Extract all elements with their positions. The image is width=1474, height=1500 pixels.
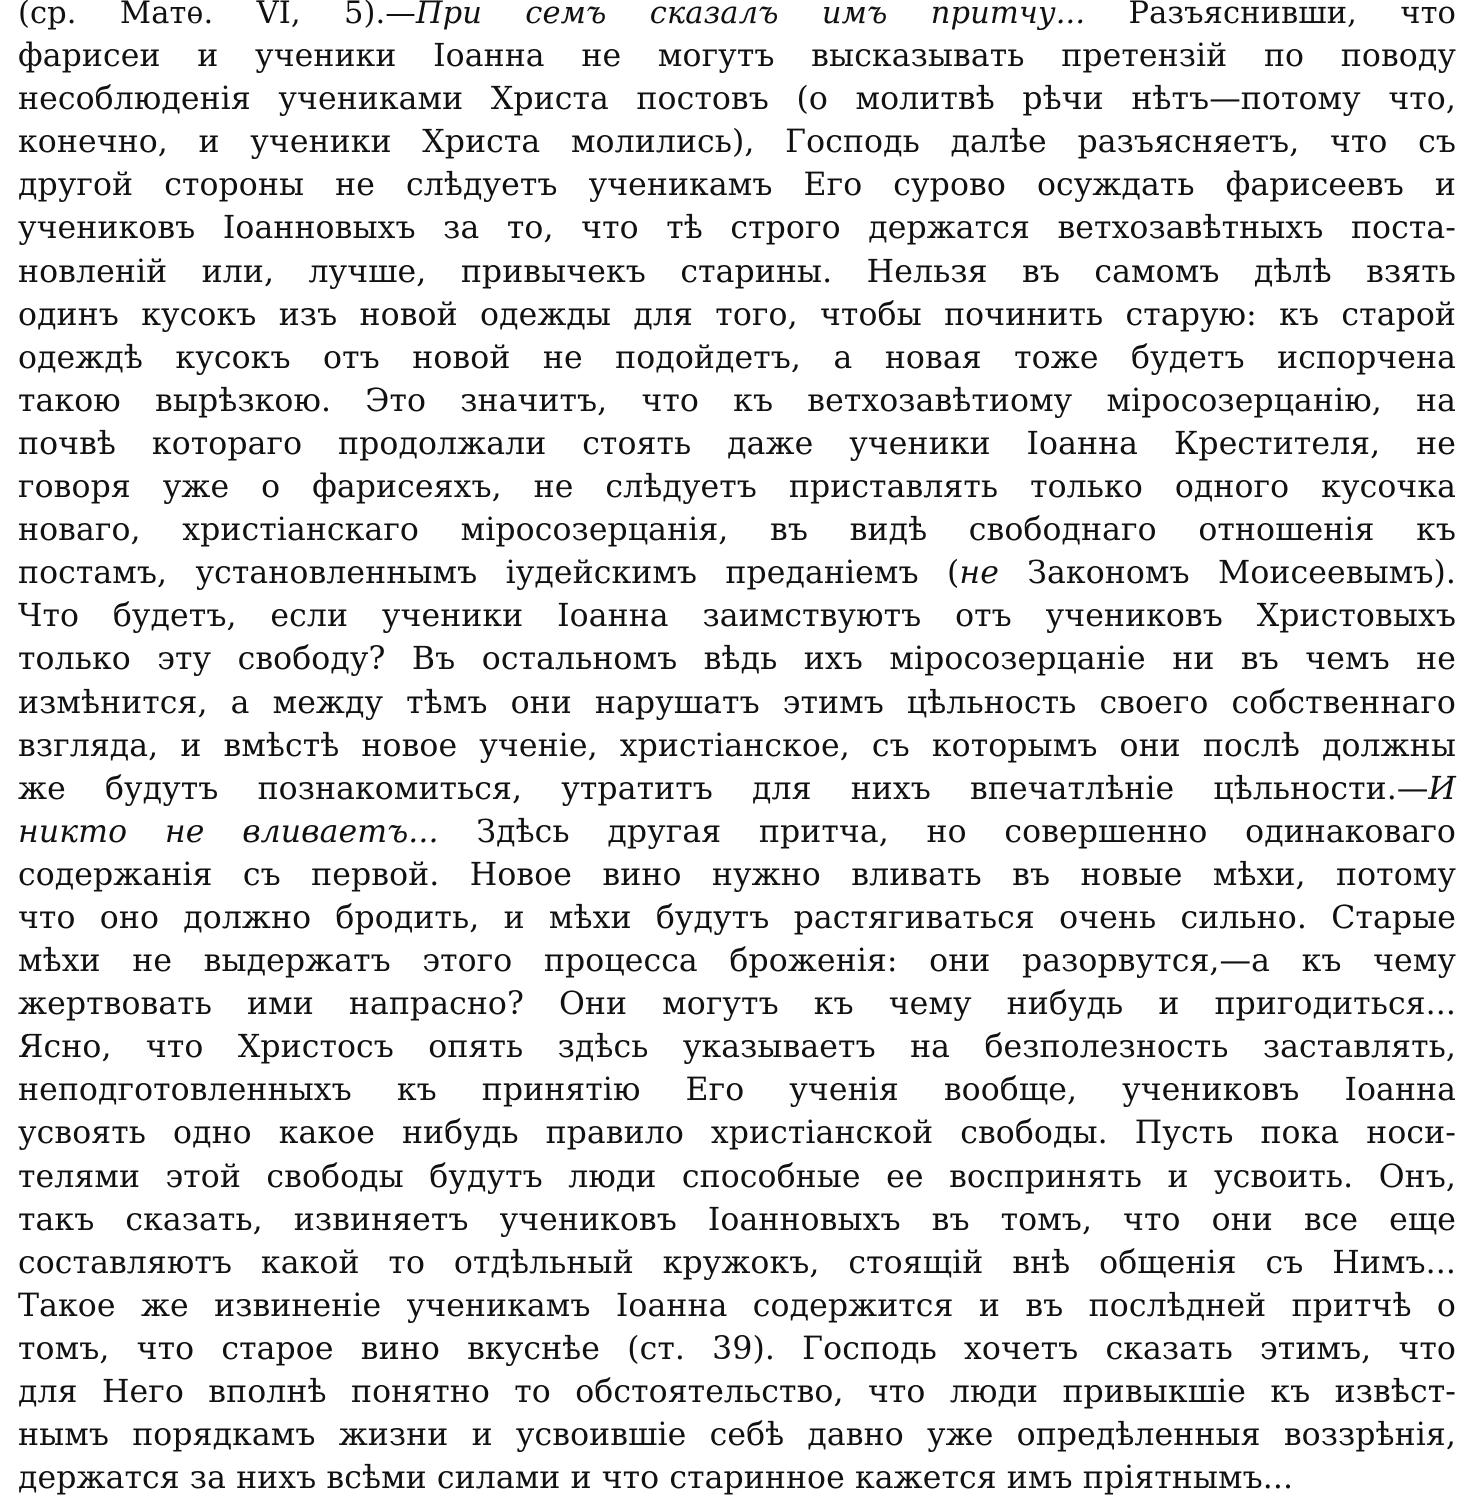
text-line <box>18 983 1456 1026</box>
text-segment: другой стороны не слѣдуетъ ученикамъ Его сурово осуждать фарисеевъ и <box>18 167 1456 204</box>
text-segment: Ясно, что Христосъ опять здѣсь указываетъ на безполезность заставлять, <box>18 1029 1456 1066</box>
italic-text-segment: никто не вливаетъ... <box>18 813 439 850</box>
text-line <box>18 1156 1456 1199</box>
text-segment: Разъяснивши, что <box>1085 0 1456 31</box>
text-line <box>18 1026 1456 1069</box>
text-segment: жертвовать ими напрасно? Они могутъ къ чему нибудь и пригодиться... <box>18 986 1456 1023</box>
text-segment: нымъ порядкамъ жизни и усвоившіе себѣ давно уже опредѣленныя воззрѣнія, <box>18 1417 1456 1454</box>
text-segment: взгляда, и вмѣстѣ новое ученіе, христіанское, съ которымъ они послѣ должны <box>18 727 1456 764</box>
text-segment: же будутъ познакомиться, утратитъ для нихъ впечатлѣніе цѣльности.— <box>18 770 1429 807</box>
text-segment: Здѣсь другая притча, но совершенно одинаковаго <box>438 813 1456 850</box>
text-segment: постамъ, установленнымъ іудейскимъ преданіемъ ( <box>18 555 960 592</box>
text-segment: конечно, и ученики Христа молились), Господь далѣе разъясняетъ, что съ <box>18 124 1456 161</box>
text-segment: для Него вполнѣ понятно то обстоятельство, что люди привыкшіе къ извѣст- <box>18 1374 1456 1410</box>
text-segment: говоря уже о фарисеяхъ, не слѣдуетъ приставлять только одного кусочка <box>18 469 1456 506</box>
text-segment: несоблюденія учениками Христа постовъ (о молитвѣ рѣчи нѣтъ—потому что, <box>18 81 1456 118</box>
text-segment: держатся за нихъ всѣми силами и что старинное кажется имъ пріятнымъ... <box>18 1460 1294 1497</box>
text-line <box>18 682 1456 725</box>
text-segment: содержанія съ первой. Новое вино нужно вливать въ новые мѣхи, потому <box>18 856 1456 893</box>
text-line <box>18 251 1456 294</box>
italic-text-segment: И <box>1428 770 1456 807</box>
text-line <box>18 1069 1456 1112</box>
text-segment: фарисеи и ученики Іоанна не могутъ высказывать претензій по поводу <box>18 38 1456 75</box>
text-line <box>18 466 1456 509</box>
text-line <box>18 1199 1456 1242</box>
text-segment: почвѣ котораго продолжали стоять даже ученики Іоанна Крестителя, не <box>18 425 1456 462</box>
text-line <box>18 337 1456 380</box>
text-line <box>18 1414 1456 1457</box>
text-segment: учениковъ Іоанновыхъ за то, что тѣ строго держатся ветхозавѣтныхъ поста- <box>18 210 1456 247</box>
text-segment: измѣнится, а между тѣмъ они нарушатъ этимъ цѣльность своего собственнаго <box>18 684 1456 721</box>
text-line <box>18 897 1456 940</box>
text-segment: Закономъ Моисеевымъ). <box>998 555 1456 592</box>
text-line <box>18 509 1456 552</box>
text-segment: что оно должно бродить, и мѣхи будутъ растягиваться очень сильно. Старые <box>18 899 1456 936</box>
italic-text-segment: При семъ сказалъ имъ притчу... <box>415 0 1086 31</box>
text-segment: новаго, христіанскаго міросозерцанія, въ видѣ свободнаго отношенія къ <box>18 512 1456 549</box>
text-line <box>18 725 1456 768</box>
text-line <box>18 552 1456 595</box>
text-line <box>18 207 1456 250</box>
text-line <box>18 164 1456 207</box>
text-line <box>18 1328 1456 1371</box>
text-segment: телями этой свободы будутъ люди способные ее воспринять и усвоить. Онъ, <box>18 1158 1456 1195</box>
text-line <box>18 380 1456 423</box>
text-line <box>18 1285 1456 1328</box>
text-segment: только эту свободу? Въ остальномъ вѣдь ихъ міросозерцаніе ни въ чемъ не <box>18 641 1456 678</box>
text-line <box>18 121 1456 164</box>
text-segment: новленій или, лучше, привычекъ старины. Нельзя въ самомъ дѣлѣ взять <box>18 253 1456 290</box>
text-segment: Такое же извиненіе ученикамъ Іоанна содержится и въ послѣдней притчѣ о <box>18 1287 1456 1324</box>
text-line <box>18 78 1456 121</box>
text-line <box>18 1371 1456 1414</box>
text-line <box>18 1112 1456 1155</box>
text-line <box>18 35 1456 78</box>
text-segment: такою вырѣзкою. Это значитъ, что къ ветхозавѣтиому міросозерцанію, на <box>18 382 1456 419</box>
text-segment: усвоять одно какое нибудь правило христіанской свободы. Пусть пока носи- <box>18 1115 1456 1152</box>
text-segment: одеждѣ кусокъ отъ новой не подойдетъ, а новая тоже будетъ испорчена <box>18 339 1456 376</box>
text-segment: мѣхи не выдержатъ этого процесса броженія: они разорвутся,—а къ чему <box>18 943 1456 980</box>
text-line <box>18 940 1456 983</box>
text-line <box>18 294 1456 337</box>
text-segment: неподготовленныхъ къ принятію Его ученія вообще, учениковъ Іоанна <box>18 1072 1456 1109</box>
text-line <box>18 1242 1456 1285</box>
text-line <box>18 595 1456 638</box>
text-line <box>18 811 1456 854</box>
text-line <box>18 854 1456 897</box>
text-segment: одинъ кусокъ изъ новой одежды для того, чтобы починить старую: къ старой <box>18 296 1456 333</box>
text-line <box>18 768 1456 811</box>
text-segment: Что будетъ, если ученики Іоанна заимствуютъ отъ учениковъ Христовыхъ <box>18 598 1456 635</box>
text-line <box>18 0 1456 35</box>
page-text <box>18 0 1456 1500</box>
text-segment: составляютъ какой то отдѣльный кружокъ, стоящій внѣ общенія съ Нимъ... <box>18 1244 1456 1281</box>
text-line <box>18 423 1456 466</box>
text-segment: (ср. Матѳ. VI, 5).— <box>18 0 416 31</box>
text-line <box>18 638 1456 681</box>
text-segment: такъ сказать, извиняетъ учениковъ Іоанновыхъ въ томъ, что они все еще <box>18 1201 1456 1238</box>
text-segment: томъ, что старое вино вкуснѣе (ст. 39). Господь хочетъ сказать этимъ, что <box>18 1330 1456 1367</box>
italic-text-segment: не <box>959 555 999 592</box>
text-line <box>18 1457 1456 1500</box>
